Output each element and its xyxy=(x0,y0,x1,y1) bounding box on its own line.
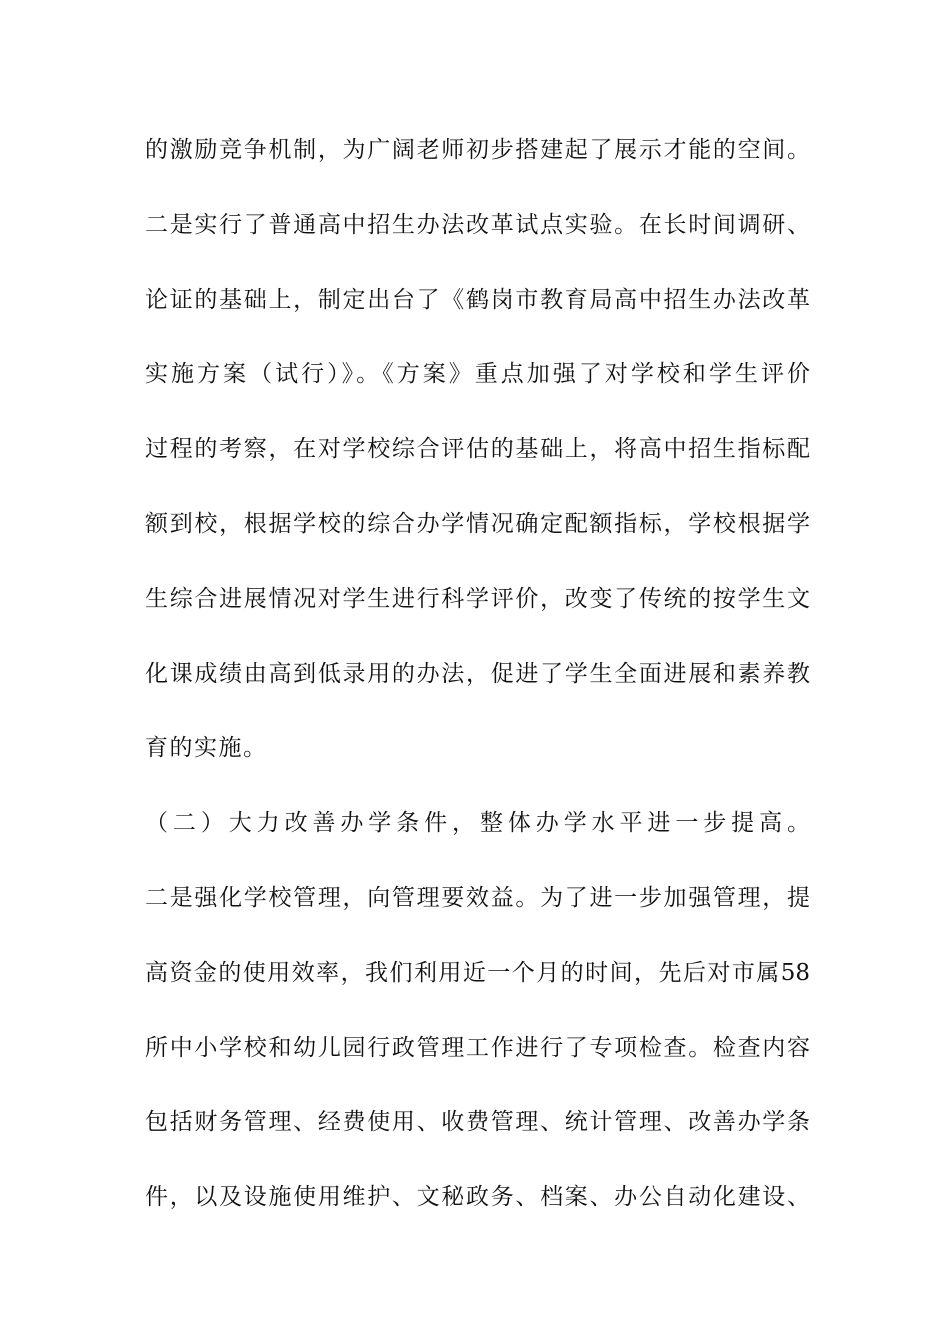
text-line-11: 二是强化学校管理，向管理要效益。为了进一步加强管理，提 xyxy=(145,885,810,911)
text-line-13: 所中小学校和幼儿园行政管理工作进行了专项检查。检查内容 xyxy=(145,1035,810,1061)
text-line-8: 化课成绩由高到低录用的办法，促进了学生全面进展和素养教 xyxy=(145,661,810,687)
section-heading: （二）大力改善办学条件，整体办学水平进一步提高。 xyxy=(145,810,810,836)
text-line-4: 实施方案（试行）》。《方案》重点加强了对学校和学生评价 xyxy=(145,361,810,387)
text-line-15: 件，以及设施使用维护、文秘政务、档案、办公自动化建设、 xyxy=(145,1184,810,1210)
text-line-7: 生综合进展情况对学生进行科学评价，改变了传统的按学生文 xyxy=(145,586,810,612)
text-line-5: 过程的考察，在对学校综合评估的基础上，将高中招生指标配 xyxy=(145,436,810,462)
text-line-12: 高资金的使用效率，我们利用近一个月的时间，先后对市属58 xyxy=(145,960,810,986)
text-line-2: 二是实行了普通高中招生办法改革试点实验。在长时间调研、 xyxy=(145,212,810,238)
text-line-9: 育的实施。 xyxy=(145,735,268,761)
text-line-1: 的激励竞争机制，为广阔老师初步搭建起了展示才能的空间。 xyxy=(145,137,810,163)
text-line-14: 包括财务管理、经费使用、收费管理、统计管理、改善办学条 xyxy=(145,1109,810,1135)
text-line-6: 额到校，根据学校的综合办学情况确定配额指标，学校根据学 xyxy=(145,511,810,537)
text-line-3: 论证的基础上，制定出台了《鹤岗市教育局高中招生办法改革 xyxy=(145,287,810,313)
